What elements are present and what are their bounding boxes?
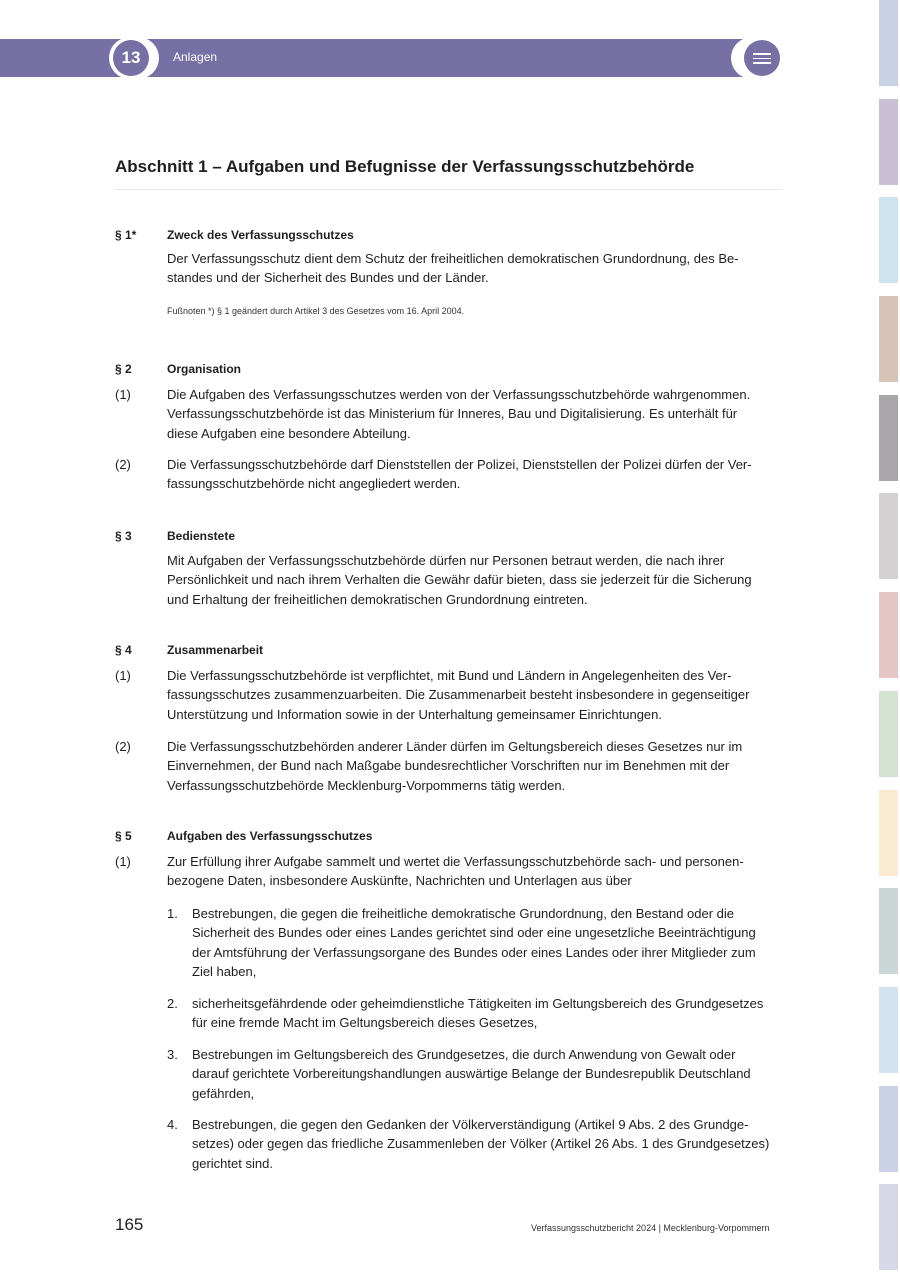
list-item: sicherheitsgefährdende oder geheimdienstliche Tätigkeiten im Geltungsbereich des Grundgesetzes für eine fremde Macht im Geltungsbereich dieses Gesetzes,	[192, 996, 764, 1031]
side-navigation-tabs	[879, 0, 900, 1272]
chapter-label: Anlagen	[173, 50, 218, 64]
list-item-number: 3.	[167, 1047, 178, 1062]
subsection-number: (2)	[115, 457, 131, 472]
page-number: 165	[115, 1215, 144, 1234]
side-tab-12[interactable]	[879, 1086, 898, 1172]
subsection-number: (2)	[115, 739, 131, 754]
chapter-number: 13	[113, 40, 149, 76]
side-tab-7[interactable]	[879, 592, 898, 678]
subsection-text: Die Verfassungsschutzbehörde darf Dienststellen der Polizei, Dienststellen der Polizei dürfen der Ver- fassungsschutzbehörde nicht angegliedert werden.	[167, 457, 752, 492]
list-item-number: 1.	[167, 906, 178, 921]
hamburger-menu-icon[interactable]	[744, 40, 780, 76]
side-tab-5[interactable]	[879, 395, 898, 481]
paragraph-number: § 4	[115, 643, 132, 657]
paragraph-heading: Zusammenarbeit	[167, 643, 264, 657]
subsection-number: (1)	[115, 668, 131, 683]
side-tab-6[interactable]	[879, 493, 898, 579]
paragraph-heading: Zweck des Verfassungsschutzes	[167, 228, 354, 242]
side-tab-10[interactable]	[879, 888, 898, 974]
paragraph-number: § 1*	[115, 228, 137, 242]
subsection-text: Die Aufgaben des Verfassungsschutzes werden von der Verfassungsschutzbehörde wahrgenommen. Verfassungsschutzbehörde ist das Ministerium für Inneres, Bau und Digitalisierung. Es unterhält für diese Aufgaben eine besondere Abteilung.	[167, 387, 751, 441]
list-item: Bestrebungen, die gegen den Gedanken der Völkerverständigung (Artikel 9 Abs. 2 des Grundge- setzes) oder gegen das friedliche Zusammenleben der Völker (Artikel 26 Abs. 1 des Grundgesetzes) gerichtet sind.	[192, 1117, 770, 1171]
menu-button[interactable]	[731, 37, 785, 79]
paragraph-heading: Aufgaben des Verfassungsschutzes	[167, 829, 373, 843]
paragraph-text: Der Verfassungsschutz dient dem Schutz der freiheitlichen demokratischen Grundordnung, des Be- standes und der Sicherheit des Bundes und der Länder.	[167, 251, 739, 286]
paragraph-heading: Bedienstete	[167, 529, 236, 543]
subsection-text: Die Verfassungsschutzbehörde ist verpflichtet, mit Bund und Ländern in Angelegenheiten des Ver- fassungsschutzes zusammenzuarbeiten. Die Zusammenarbeit besteht insbesondere in gegenseitiger Unterstützung und Information sowie in der Unterhaltung gemeinsamer Einrichtungen.	[167, 668, 750, 722]
side-tab-8[interactable]	[879, 691, 898, 777]
subsection-text: Die Verfassungsschutzbehörden anderer Länder dürfen im Geltungsbereich dieses Gesetzes nur im Einvernehmen, der Bund nach Maßgabe bundesrechtlicher Vorschriften nur im Benehmen mit der Verfassungsschutzbehörde Mecklenburg-Vorpommerns tätig werden.	[167, 739, 743, 793]
paragraph-text: Mit Aufgaben der Verfassungsschutzbehörde dürfen nur Personen betraut werden, die nach ihrer Persönlichkeit und nach ihrem Verhalten die Gewähr dafür bieten, dass sie jederzeit für die Sicherung und Erhaltung der freiheitlichen demokratischen Grundordnung eintreten.	[167, 553, 752, 607]
paragraph-heading: Organisation	[167, 362, 242, 376]
paragraph-number: § 3	[115, 529, 132, 543]
subsection-number: (1)	[115, 387, 131, 402]
side-tab-4[interactable]	[879, 296, 898, 382]
list-item-number: 4.	[167, 1117, 178, 1132]
side-tab-1[interactable]	[879, 0, 898, 86]
subsection-text: Zur Erfüllung ihrer Aufgabe sammelt und wertet die Verfassungsschutzbehörde sach- und personen- bezogene Daten, insbesondere Auskünfte, Nachrichten und Unterlagen aus über	[167, 854, 744, 889]
section-title: Abschnitt 1 – Aufgaben und Befugnisse der Verfassungsschutzbehörde	[115, 157, 782, 190]
side-tab-13[interactable]	[879, 1184, 898, 1270]
chapter-badge	[109, 37, 159, 79]
footer-text: Verfassungsschutzbericht 2024 | Mecklenburg-Vorpommern	[531, 1223, 770, 1233]
paragraph-number: § 5	[115, 829, 132, 843]
list-item: Bestrebungen, die gegen die freiheitliche demokratische Grundordnung, den Bestand oder die Sicherheit des Bundes oder eines Landes gerichtet sind oder eine ungesetzliche Beeinträchtigung der Amtsführung der Verfassungsorgane des Bundes oder eines Landes oder ihrer Mitglieder zum Ziel haben,	[192, 906, 756, 979]
paragraph-number: § 2	[115, 362, 132, 376]
side-tab-9[interactable]	[879, 790, 898, 876]
footnote: Fußnoten *) § 1 geändert durch Artikel 3 des Gesetzes vom 16. April 2004.	[167, 306, 465, 316]
list-item: Bestrebungen im Geltungsbereich des Grundgesetzes, die durch Anwendung von Gewalt oder darauf gerichtete Vorbereitungshandlungen auswärtige Belange der Bundesrepublik Deutschland gefährden,	[192, 1047, 751, 1101]
side-tab-3[interactable]	[879, 197, 898, 283]
list-item-number: 2.	[167, 996, 178, 1011]
subsection-number: (1)	[115, 854, 131, 869]
side-tab-2[interactable]	[879, 99, 898, 185]
side-tab-11[interactable]	[879, 987, 898, 1073]
